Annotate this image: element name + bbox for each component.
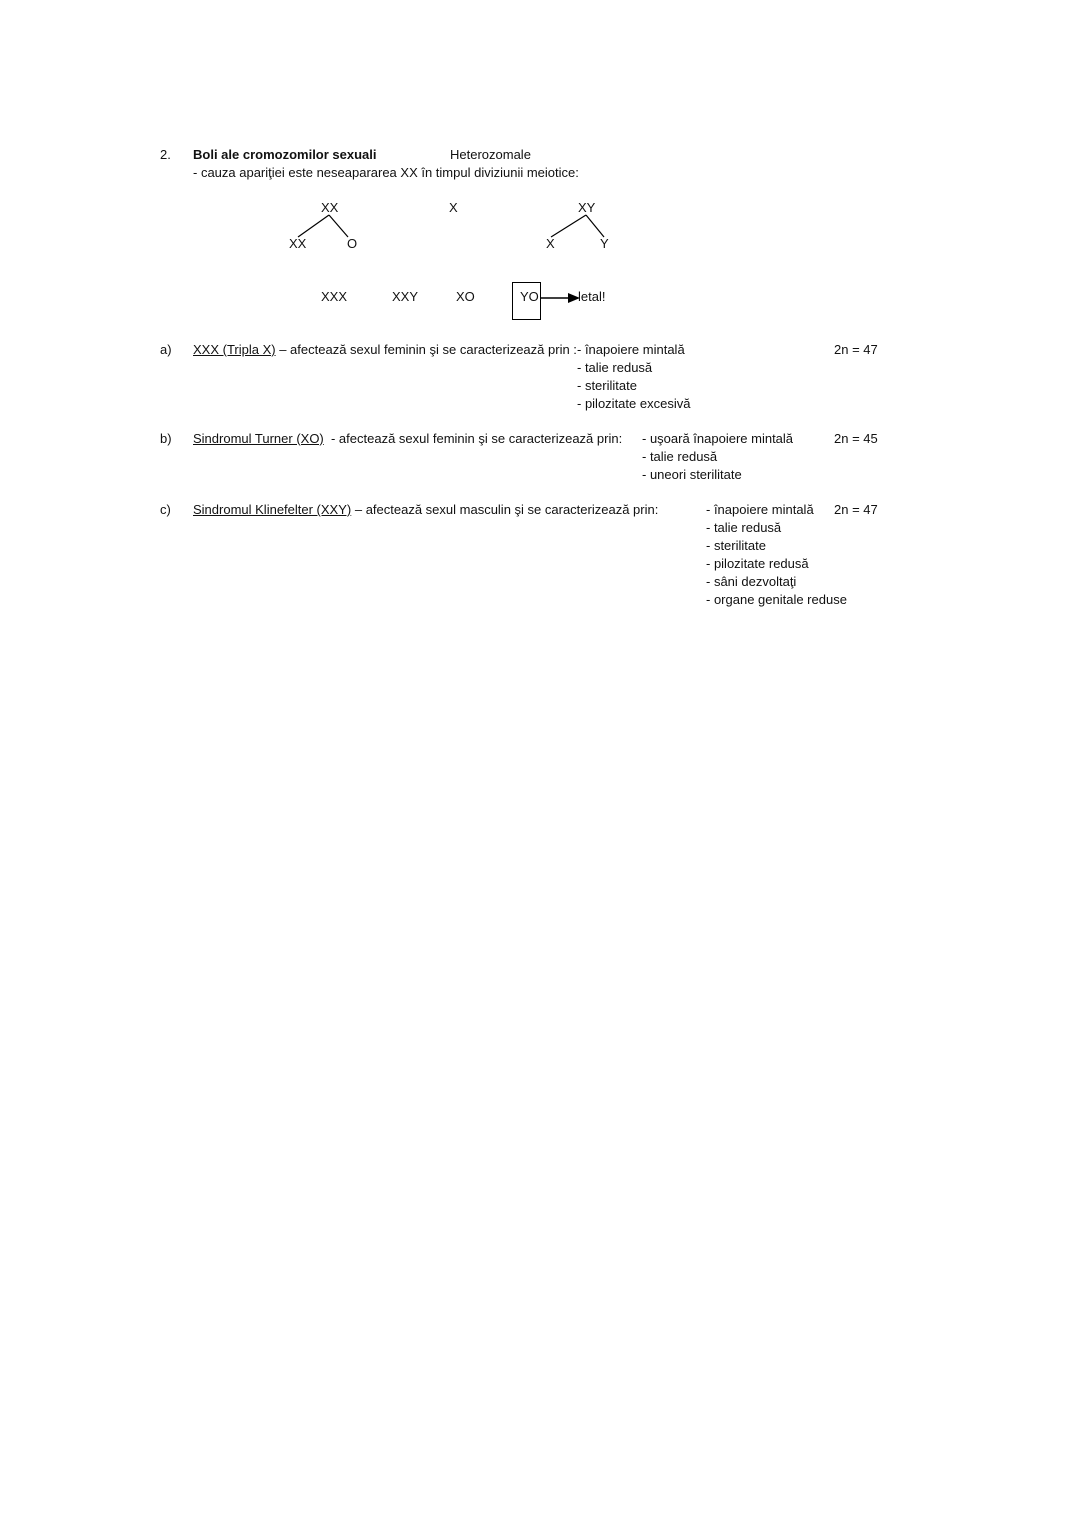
item-c-trait: - pilozitate redusă xyxy=(706,556,809,571)
item-a-trait: - sterilitate xyxy=(577,378,637,393)
nondisjunction-diagram xyxy=(0,0,1080,400)
item-b-name: Sindromul Turner (XO) xyxy=(193,431,324,446)
result-xo: XO xyxy=(456,289,475,304)
item-a-trait: - talie redusă xyxy=(577,360,653,375)
item-a-chromosomes: 2n = 47 xyxy=(834,342,878,357)
item-b-trait: - talie redusă xyxy=(642,449,718,464)
item-c-trait: - înapoiere mintală xyxy=(706,502,814,517)
left-branch-line-1 xyxy=(298,215,329,237)
item-b-trait: - uşoară înapoiere mintală xyxy=(642,431,794,446)
right-branch-line-2 xyxy=(586,215,604,237)
item-b-line xyxy=(193,431,622,447)
left-parent: XX xyxy=(321,200,339,215)
item-b-description: - afectează sexul feminin şi se caracterizează prin: xyxy=(323,431,623,446)
item-a-line xyxy=(193,342,577,358)
right-child-1: X xyxy=(546,236,555,251)
item-a-description: – afectează sexul feminin şi se caracterizează prin : xyxy=(275,342,577,357)
item-c-description: – afectează sexul masculin şi se caracterizează prin: xyxy=(351,502,659,517)
right-child-2: Y xyxy=(600,236,609,251)
right-parent: XY xyxy=(578,200,596,215)
left-child-2: O xyxy=(347,236,358,251)
item-a-trait: - pilozitate excesivă xyxy=(577,396,691,411)
left-child-1: XX xyxy=(289,236,307,251)
item-c-trait: - organe genitale reduse xyxy=(706,592,847,607)
left-branch-line-2 xyxy=(329,215,348,237)
item-c-letter: c) xyxy=(160,502,171,517)
item-a-name: XXX (Tripla X) xyxy=(193,342,276,357)
middle-gamete: X xyxy=(449,200,458,215)
item-b-trait: - uneori sterilitate xyxy=(642,467,742,482)
item-c-trait: - talie redusă xyxy=(706,520,782,535)
item-a-trait: - înapoiere mintală xyxy=(577,342,685,357)
section-title: Boli ale cromozomilor sexuali xyxy=(193,147,377,162)
item-c-name: Sindromul Klinefelter (XXY) xyxy=(193,502,352,517)
item-a-letter: a) xyxy=(160,342,172,357)
item-c-chromosomes: 2n = 47 xyxy=(834,502,878,517)
result-yo: YO xyxy=(520,289,539,304)
intro-line: - cauza apariţiei este neseapararea XX în timpul diviziunii meiotice: xyxy=(193,165,579,180)
result-xxy: XXY xyxy=(392,289,419,304)
item-c-trait: - sâni dezvoltaţi xyxy=(706,574,797,589)
item-c-line xyxy=(193,502,658,518)
item-b-chromosomes: 2n = 45 xyxy=(834,431,878,446)
side-label: Heterozomale xyxy=(450,147,531,162)
item-b-letter: b) xyxy=(160,431,172,446)
lethal-label: letal! xyxy=(578,289,606,304)
result-xxx: XXX xyxy=(321,289,348,304)
right-branch-line-1 xyxy=(551,215,586,237)
item-c-trait: - sterilitate xyxy=(706,538,766,553)
section-number: 2. xyxy=(160,147,171,162)
